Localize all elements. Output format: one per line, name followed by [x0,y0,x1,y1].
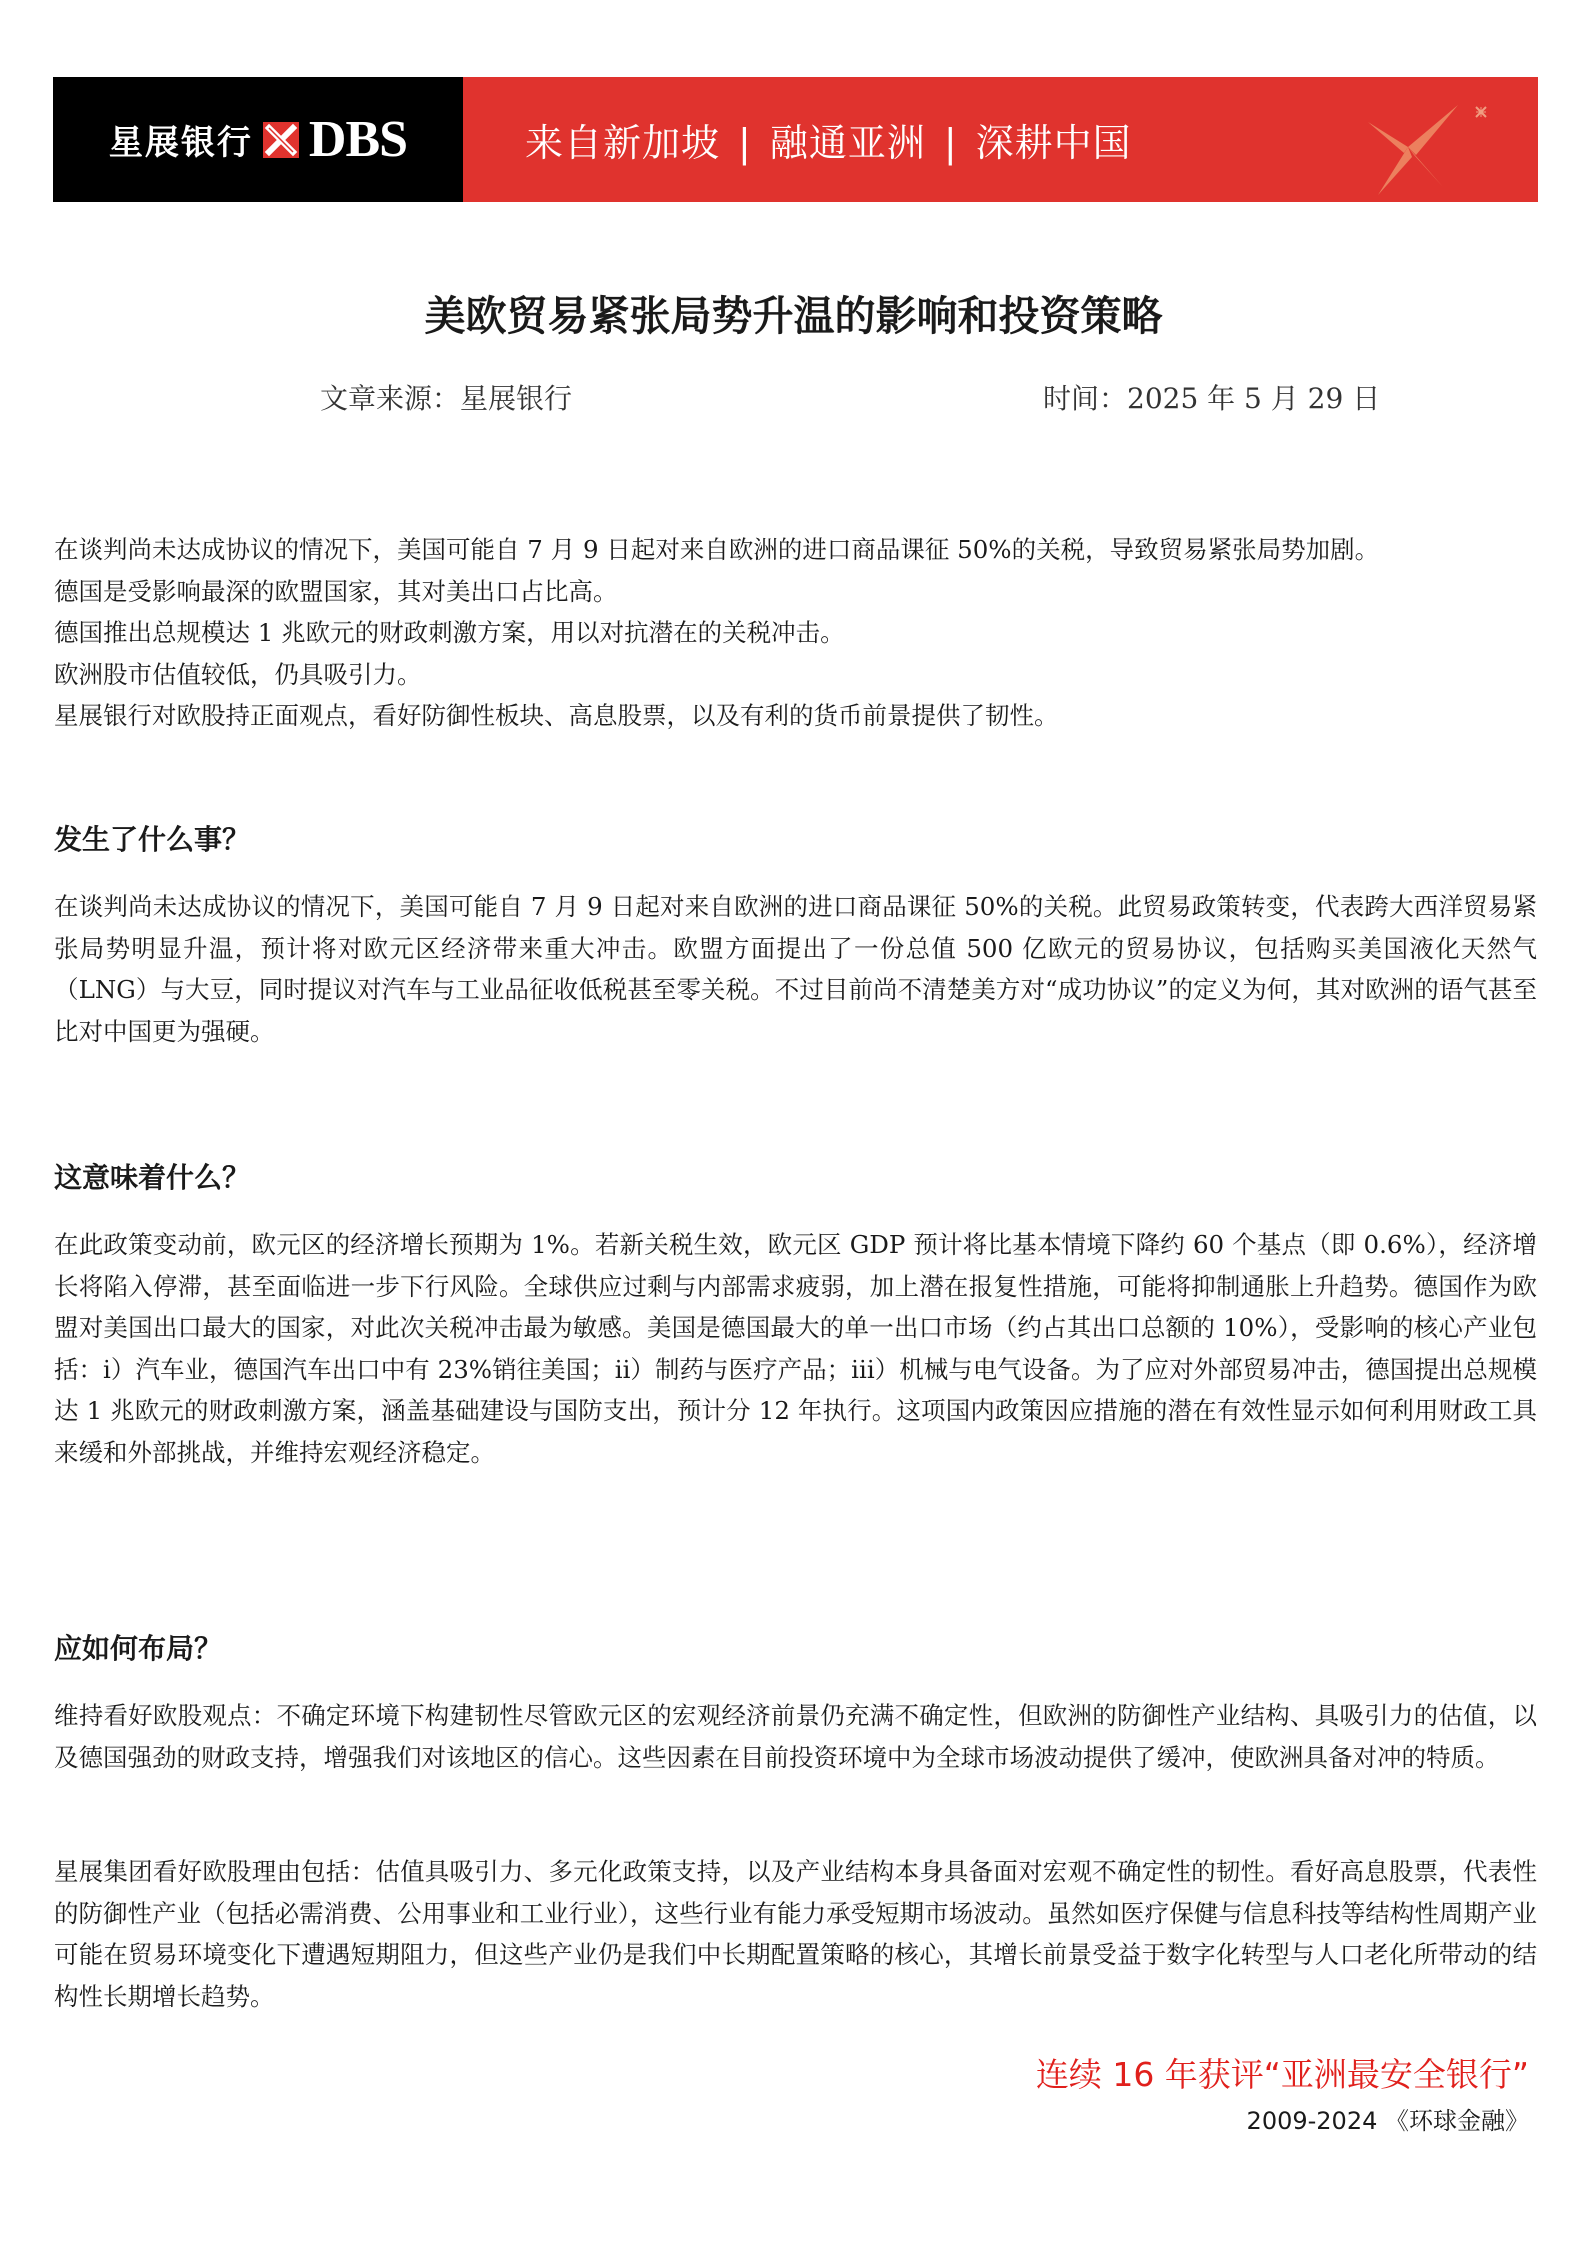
slogan [525,112,1132,167]
award-source: 2009-2024 《环球金融》 [1246,2107,1529,2135]
slogan-bar [463,77,1538,202]
summary-line: 德国推出总规模达 1 兆欧元的财政刺激方案，用以对抗潜在的关税冲击。 [54,618,845,647]
article-source: 文章来源：星展银行 [320,382,573,415]
star-decoration-icon [1308,77,1498,202]
slogan-part-asia: 融通亚洲 [769,121,926,165]
summary-line: 星展银行对欧股持正面观点，看好防御性板块、高息股票，以及有利的货币前景提供了韧性。 [54,701,1059,730]
summary-line: 德国是受影响最深的欧盟国家，其对美出口占比高。 [54,576,618,606]
section-heading-what-it-means: 这意味着什么？ [54,1161,251,1194]
logo-english-name: DBS [308,111,408,168]
slogan-part-china: 深耕中国 [975,121,1132,165]
award-tagline: 连续 16 年获评“亚洲最安全银行” [1035,2055,1529,2094]
section-paragraph: 在此政策变动前，欧元区的经济增长预期为 1%。若新关税生效，欧元区 GDP 预计将比基本情境下降约 60 个基点（即 0.6%），经济增长将陷入停滞，甚至面临进一步下行风险。全球供应过剩与内部需求疲弱，加上潜在报复性措施，可能将抑制通胀上升趋势。德国作为欧盟对美国出口最大的国家，对此次关税冲击最为敏感。美国是德国最大的单一出口市场（约占其出口总额的 10%），受影响的核心产业包括：i）汽车业，德国汽车出口中有 23%销往美国；ii）制药与医疗产品；iii）机械与电气设备。为了应对外部贸易冲击，德国提出总规模达 1 兆欧元的财政刺激方案，涵盖基础建设与国防支出，预计分 12 年执行。这项国内政策因应措施的潜在有效性显示如何利用财政工具来缓和外部挑战，并维持宏观经济稳定。 [54,1230,1537,1467]
summary-line: 欧洲股市估值较低，仍具吸引力。 [54,659,422,689]
dbs-x-logo-icon [263,122,299,158]
summary-line: 在谈判尚未达成协议的情况下，美国可能自 7 月 9 日起对来自欧洲的进口商品课征 50%的关税，导致贸易紧张局势加剧。 [54,535,1380,564]
article-title: 美欧贸易紧张局势升温的影响和投资策略 [424,292,1163,340]
article-date: 时间：2025 年 5 月 29 日 [1043,382,1381,415]
slogan-separator: | [738,121,752,165]
section-heading-what-happened: 发生了什么事？ [54,823,251,856]
section-paragraph: 维持看好欧股观点：不确定环境下构建韧性尽管欧元区的宏观经济前景仍充满不确定性，但欧洲的防御性产业结构、具吸引力的估值，以及德国强劲的财政支持，增强我们对该地区的信心。这些因素在目前投资环境中为全球市场波动提供了缓冲，使欧洲具备对冲的特质。 [54,1701,1537,1772]
section-paragraph: 在谈判尚未达成协议的情况下，美国可能自 7 月 9 日起对来自欧洲的进口商品课征 50%的关税。此贸易政策转变，代表跨大西洋贸易紧张局势明显升温，预计将对欧元区经济带来重大冲击。欧盟方面提出了一份总值 500 亿欧元的贸易协议，包括购买美国液化天然气（LNG）与大豆，同时提议对汽车与工业品征收低税甚至零关税。不过目前尚不清楚美方对“成功协议”的定义为何，其对欧洲的语气甚至比对中国更为强硬。 [54,892,1537,1046]
section-paragraph: 星展集团看好欧股理由包括：估值具吸引力、多元化政策支持，以及产业结构本身具备面对宏观不确定性的韧性。看好高息股票，代表性的防御性产业（包括必需消费、公用事业和工业行业），这些行业有能力承受短期市场波动。虽然如医疗保健与信息科技等结构性周期产业可能在贸易环境变化下遭遇短期阻力，但这些产业仍是我们中长期配置策略的核心，其增长前景受益于数字化转型与人口老化所带动的结构性长期增长趋势。 [54,1857,1537,2011]
slogan-separator: | [943,121,958,165]
slogan-part-singapore: 来自新加坡 [525,121,721,165]
header-banner [53,77,1538,202]
section-heading-how-to-position: 应如何布局？ [54,1632,223,1665]
logo-chinese-name: 星展银行 [108,123,253,163]
dbs-logo[interactable] [53,77,463,202]
summary-block [54,529,1537,737]
